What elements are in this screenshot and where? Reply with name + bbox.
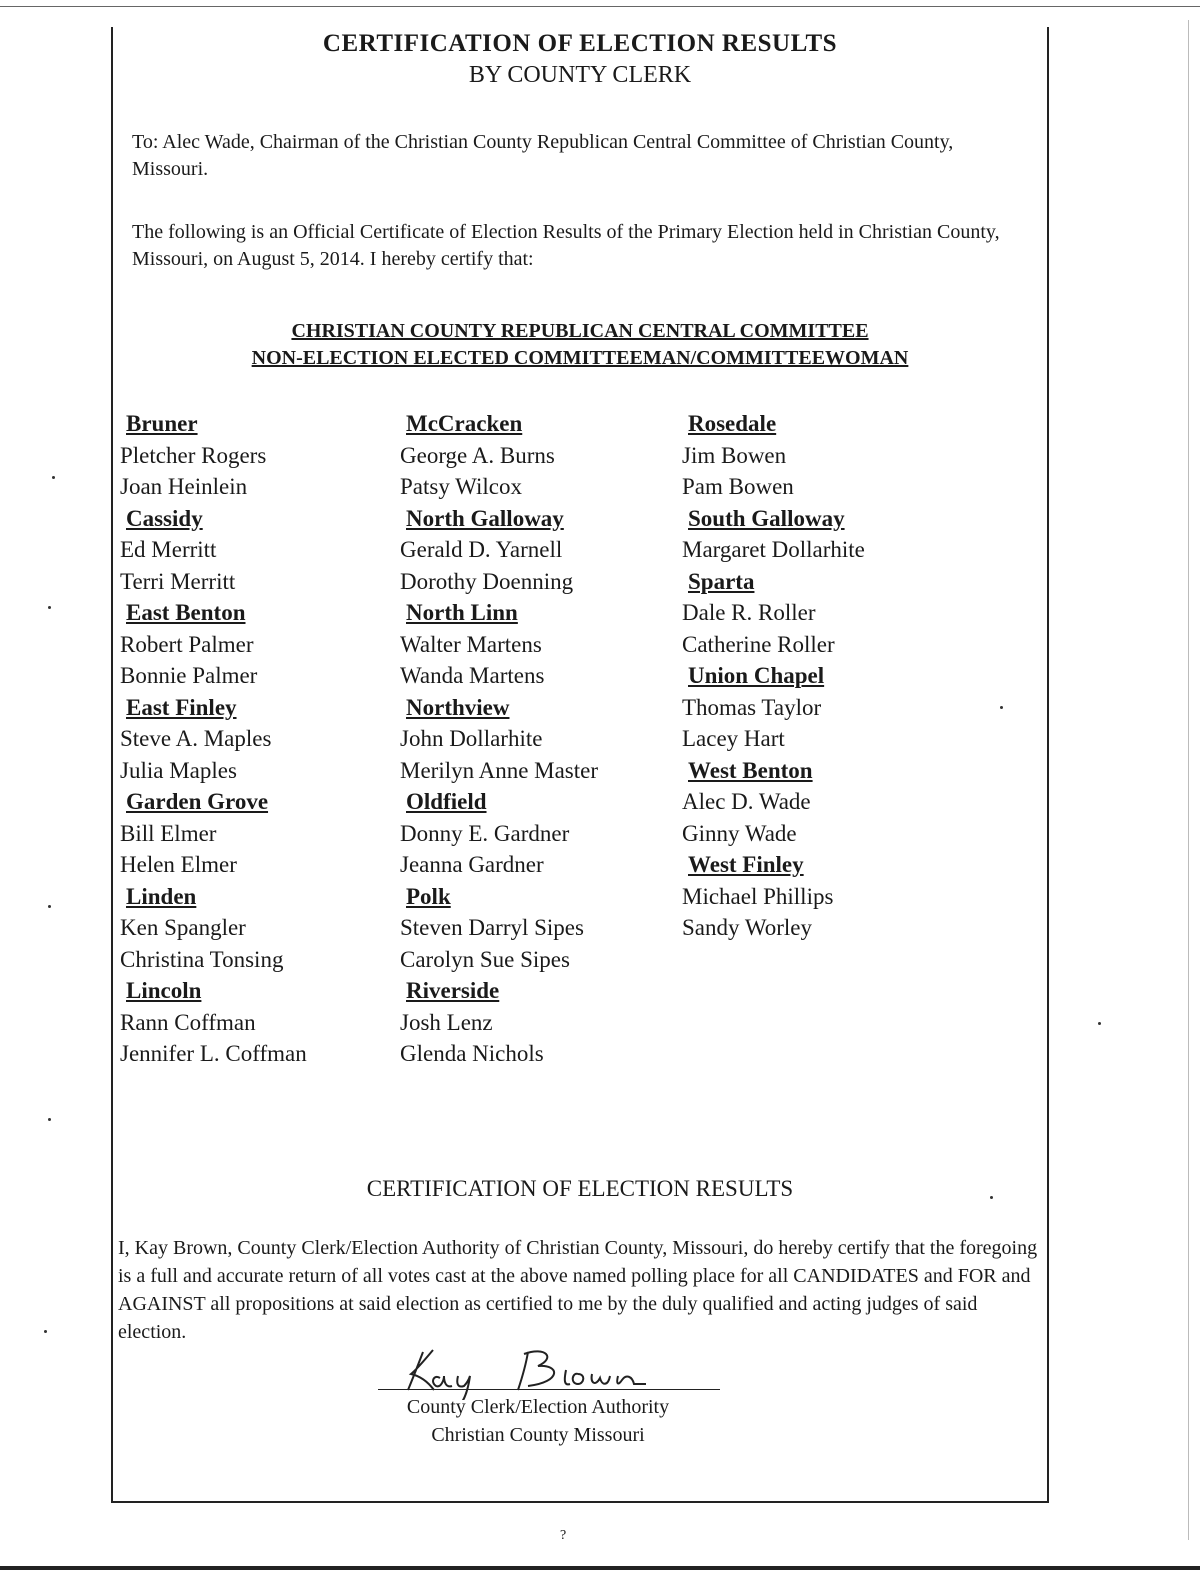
committee-member: Terri Merritt (120, 568, 236, 594)
committee-member: Thomas Taylor (682, 694, 822, 720)
committee-member: Steven Darryl Sipes (400, 915, 584, 940)
scan-speck (1000, 706, 1003, 709)
township-heading: Union Chapel (688, 663, 825, 688)
certification-body: I, Kay Brown, County Clerk/Election Authority of Christian County, Missouri, do hereby certify that the foregoing is a full and accurate return of all votes cast at the above named polling place for all CANDIDATES and FOR and AGAINST all propositions at said election as certified to me by the duly qualified and acting judges of said election. (118, 1237, 1038, 1343)
committee-member: Merilyn Anne Master (400, 757, 599, 783)
committee-member: Michael Phillips (682, 883, 834, 909)
committee-member: George A. Burns (400, 442, 555, 468)
signature (378, 1340, 723, 1400)
intro-paragraph: The following is an Official Certificate of Election Results of the Primary Election held in Christian County, Missouri, on August 5, 2014. I hereby certify that: (132, 221, 1000, 270)
signatory-role (378, 1393, 698, 1449)
signatory-role-line2: Christian County Missouri (431, 1424, 645, 1446)
township-heading: East Finley (126, 694, 237, 720)
committee-member: Robert Palmer (120, 631, 254, 657)
township-column-1 (120, 408, 400, 1070)
scan-speck (48, 905, 51, 908)
scan-speck (48, 606, 51, 609)
township-heading: West Finley (688, 852, 804, 877)
township-heading: South Galloway (688, 505, 845, 531)
committee-member: Helen Elmer (120, 852, 237, 877)
committee-member: Glenda Nichols (400, 1041, 544, 1066)
township-heading: West Benton (688, 757, 813, 783)
document-title: CERTIFICATION OF ELECTION RESULTS (322, 30, 838, 57)
committee-member: Christina Tonsing (120, 946, 284, 972)
committee-member: Lacey Hart (682, 726, 785, 751)
signature-line (378, 1389, 720, 1390)
certification-title: CERTIFICATION OF ELECTION RESULTS (366, 1176, 794, 1201)
committee-member: Dorothy Doenning (400, 568, 574, 594)
committee-member: Joan Heinlein (120, 474, 248, 499)
scan-speck (1098, 1022, 1101, 1025)
township-heading: Riverside (406, 978, 500, 1003)
committee-member: Jeanna Gardner (400, 852, 544, 877)
committee-member: Steve A. Maples (120, 726, 272, 751)
committee-member: Pam Bowen (682, 474, 794, 499)
committee-member: Jennifer L. Coffman (120, 1041, 307, 1066)
township-heading: Garden Grove (126, 789, 269, 814)
township-heading: Polk (406, 883, 451, 909)
township-heading: North Linn (406, 600, 518, 625)
township-heading: McCracken (406, 411, 523, 436)
committee-member: Julia Maples (120, 757, 237, 783)
committee-member: Patsy Wilcox (400, 474, 522, 499)
committee-member: Bill Elmer (120, 820, 217, 846)
committee-member: John Dollarhite (400, 726, 543, 751)
committee-member: Bonnie Palmer (120, 663, 258, 688)
township-heading: North Galloway (406, 505, 564, 531)
township-column-3 (682, 408, 962, 944)
scan-speck (48, 1118, 51, 1121)
committee-member: Walter Martens (400, 631, 542, 657)
scan-edge-bottom (0, 1566, 1200, 1570)
township-heading: Bruner (126, 411, 198, 436)
township-heading: Rosedale (688, 411, 777, 436)
scan-edge-right (1188, 20, 1189, 1540)
township-heading: Lincoln (126, 978, 202, 1003)
township-heading: Sparta (688, 568, 755, 594)
committee-member: Margaret Dollarhite (682, 537, 865, 562)
committee-heading-line1: CHRISTIAN COUNTY REPUBLICAN CENTRAL COMMITTEE (291, 320, 869, 342)
committee-heading-line2: NON-ELECTION ELECTED COMMITTEEMAN/COMMITTEEWOMAN (251, 347, 909, 369)
committee-member: Ginny Wade (682, 820, 797, 846)
committee-member: Donny E. Gardner (400, 820, 570, 846)
township-heading: Northview (406, 694, 510, 720)
committee-member: Carolyn Sue Sipes (400, 946, 570, 972)
committee-member: Pletcher Rogers (120, 442, 267, 468)
scan-edge-top (0, 6, 1200, 7)
committee-member: Dale R. Roller (682, 600, 816, 625)
committee-member: Alec D. Wade (682, 789, 811, 814)
committee-member: Gerald D. Yarnell (400, 537, 563, 562)
committee-member: Catherine Roller (682, 631, 835, 657)
scan-speck (44, 1330, 47, 1333)
committee-member: Wanda Martens (400, 663, 545, 688)
addressee-paragraph: To: Alec Wade, Chairman of the Christian County Republican Central Committee of Christian County, Missouri. (132, 131, 954, 180)
committee-member: Ken Spangler (120, 915, 246, 940)
page-mark: ? (560, 1528, 567, 1543)
township-heading: East Benton (126, 600, 246, 625)
township-column-2 (400, 408, 680, 1070)
township-heading: Cassidy (126, 505, 203, 531)
committee-member: Rann Coffman (120, 1009, 256, 1035)
committee-member: Jim Bowen (682, 442, 787, 468)
township-heading: Oldfield (406, 789, 487, 814)
committee-member: Josh Lenz (400, 1009, 493, 1035)
document-subtitle: BY COUNTY CLERK (468, 62, 692, 88)
committee-member: Sandy Worley (682, 915, 812, 940)
signatory-role-line1: County Clerk/Election Authority (406, 1396, 670, 1418)
committee-member: Ed Merritt (120, 537, 217, 562)
township-heading: Linden (126, 883, 197, 909)
scan-speck (990, 1196, 993, 1199)
scan-speck (52, 476, 55, 479)
